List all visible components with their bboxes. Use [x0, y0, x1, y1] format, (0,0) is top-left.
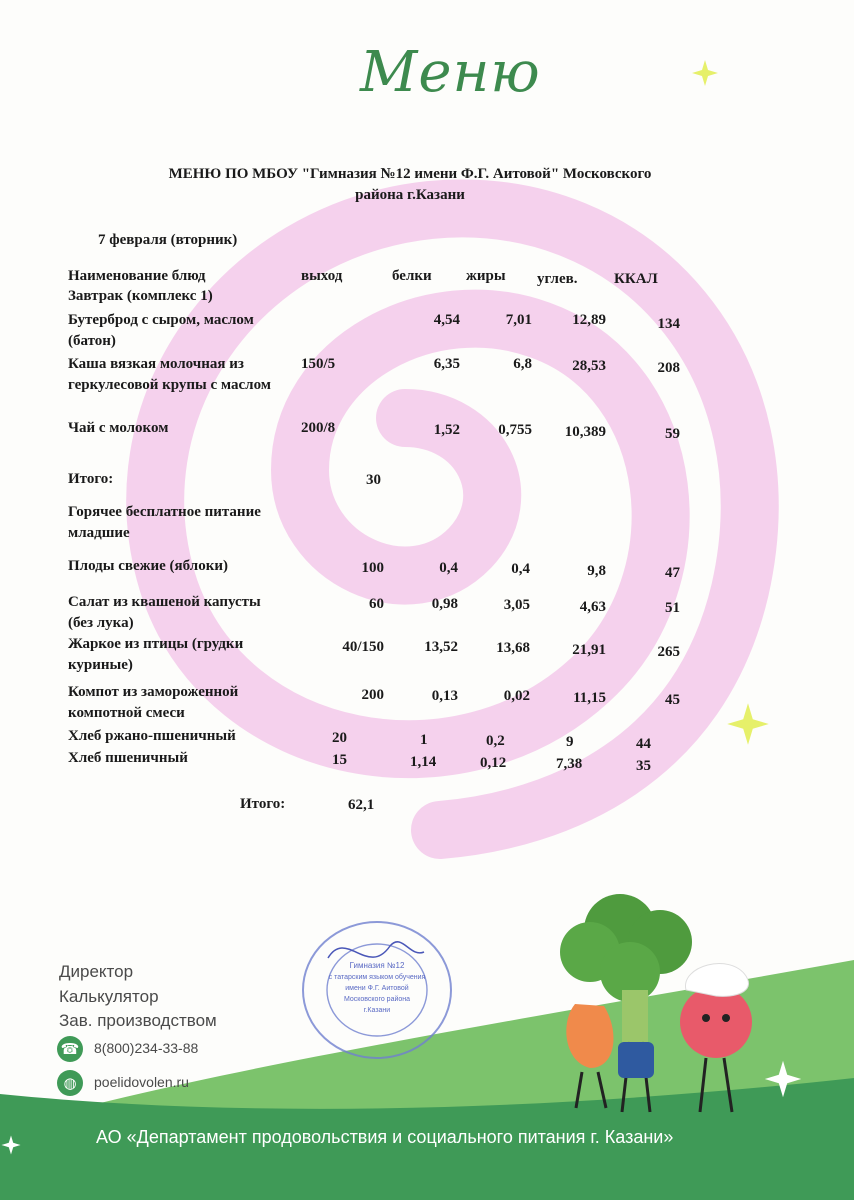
section-hot-meal: Горячее бесплатное питание младшие [68, 504, 261, 541]
protein-value: 1 [420, 732, 428, 748]
protein-value: 0,98 [431, 596, 458, 612]
dish-name: Хлеб ржано-пшеничный [68, 728, 236, 744]
kcal-value: 51 [665, 600, 680, 616]
column-header-fat: жиры [466, 268, 506, 284]
vegetable-mascots-illustration [520, 872, 770, 1122]
protein-value: 1,52 [433, 422, 460, 438]
carbs-value: 4,63 [579, 599, 606, 615]
fat-value: 0,02 [503, 688, 530, 704]
carbs-value: 12,89 [572, 312, 606, 328]
kcal-value: 59 [665, 426, 680, 442]
dish-name: Жаркое из птицы (грудки куриные) [68, 636, 244, 673]
protein-value: 6,35 [433, 356, 460, 372]
fat-value: 3,05 [503, 597, 530, 613]
fat-value: 13,68 [496, 640, 530, 656]
dish-name: Хлеб пшеничный [68, 750, 188, 766]
protein-value: 0,4 [439, 560, 458, 576]
kcal-value: 265 [657, 644, 680, 660]
stamp-line-1: Гимназия №12 [349, 961, 405, 970]
fat-value: 0,2 [486, 733, 505, 749]
kcal-value: 47 [665, 565, 680, 581]
output-value: 60 [369, 596, 384, 612]
output-value: 100 [361, 560, 384, 576]
heading-line-1: МЕНЮ ПО МБОУ "Гимназия №12 имени Ф.Г. Аитовой" Московского [168, 166, 652, 182]
production-label: Зав. производством [59, 1011, 217, 1030]
kcal-value: 45 [665, 692, 680, 708]
kcal-value: 134 [657, 316, 680, 332]
stamp-line-5: г.Казани [363, 1007, 391, 1014]
protein-value: 13,52 [424, 639, 458, 655]
carbs-value: 10,389 [564, 424, 606, 440]
official-stamp [298, 918, 456, 1062]
director-label: Директор [59, 962, 134, 981]
document-heading [60, 164, 760, 206]
calculator-label: Калькулятор [59, 987, 159, 1006]
fat-value: 7,01 [505, 312, 532, 328]
star-icon [724, 700, 772, 748]
sparkle-icon [762, 1058, 804, 1100]
stamp-line-3: имени Ф.Г. Аитовой [345, 985, 409, 992]
kcal-value: 44 [636, 736, 651, 752]
output-value: 15 [332, 752, 347, 768]
output-value: 200 [361, 687, 384, 703]
fat-value: 0,755 [498, 422, 532, 438]
carbs-value: 7,38 [556, 756, 583, 772]
stamp-line-4: Московского района [343, 996, 411, 1003]
menu-date: 7 февраля (вторник) [98, 232, 238, 248]
menu-title: Меню [360, 40, 541, 105]
dish-name: Плоды свежие (яблоки) [68, 558, 228, 574]
website-link[interactable]: poelidovolen.ru [94, 1074, 189, 1090]
dish-name: Чай с молоком [68, 420, 169, 436]
total-label: Итого: [68, 471, 114, 487]
fat-value: 0,4 [511, 561, 530, 577]
phone-icon: ☎ [57, 1036, 83, 1062]
company-name: АО «Департамент продовольствия и социального питания г. Казани» [96, 1127, 674, 1147]
carbs-value: 9,8 [587, 563, 606, 579]
total-label: Итого: [240, 796, 286, 812]
carbs-value: 9 [566, 734, 574, 750]
output-value: 40/150 [342, 639, 384, 655]
globe-icon: ◍ [57, 1070, 83, 1096]
kcal-value: 208 [657, 360, 680, 376]
star-icon [690, 58, 720, 88]
fat-value: 6,8 [513, 356, 532, 372]
dish-name: Бутерброд с сыром, маслом (батон) [68, 312, 254, 349]
column-header-carbs: углев. [537, 271, 578, 287]
protein-value: 0,13 [431, 688, 458, 704]
carbs-value: 21,91 [572, 642, 606, 658]
stamp-line-2: с татарским языком обучения [328, 974, 426, 981]
protein-value: 4,54 [433, 312, 460, 328]
carbs-value: 11,15 [573, 690, 606, 706]
fat-value: 0,12 [480, 755, 507, 771]
dish-name: Каша вязкая молочная из геркулесовой крупы с маслом [68, 356, 272, 393]
section-breakfast: Завтрак (комплекс 1) [68, 288, 213, 304]
carbs-value: 28,53 [572, 358, 606, 374]
heading-line-2: района г.Казани [355, 187, 465, 203]
phone-number[interactable]: 8(800)234-33-88 [94, 1040, 199, 1056]
output-value: 150/5 [301, 356, 336, 372]
output-value: 200/8 [301, 420, 336, 436]
dish-name: Компот из замороженной компотной смеси [68, 684, 239, 721]
sparkle-icon [0, 1134, 22, 1156]
dish-name: Салат из квашеной капусты (без лука) [68, 594, 261, 631]
column-header-protein: белки [392, 268, 432, 284]
column-header-kcal: ККАЛ [614, 271, 658, 287]
kcal-value: 35 [636, 758, 651, 774]
total-value: 30 [366, 472, 381, 488]
output-value: 20 [332, 730, 347, 746]
total-value: 62,1 [348, 797, 375, 813]
column-header-name: Наименование блюд [68, 268, 206, 284]
column-header-output: выход [301, 268, 343, 284]
protein-value: 1,14 [410, 754, 437, 770]
